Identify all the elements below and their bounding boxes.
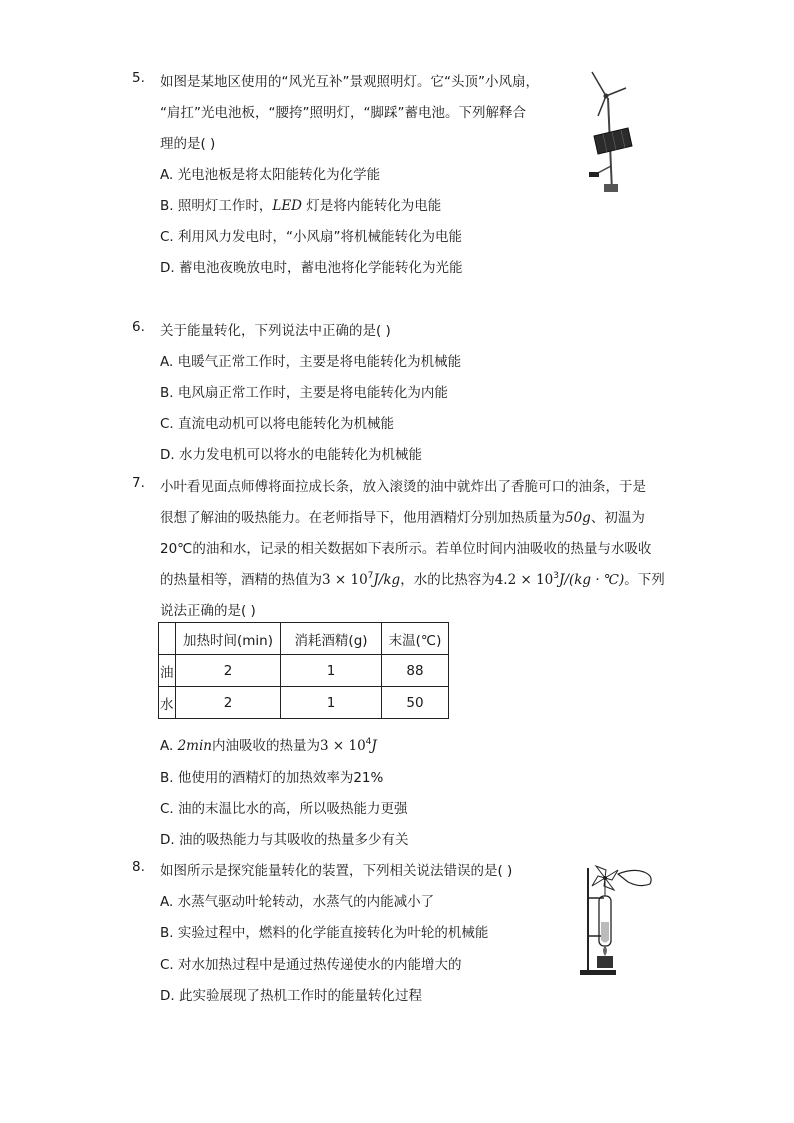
option-a: A. 光电池板是将太阳能转化为化学能: [160, 167, 381, 183]
question-stem-line: 小叶看见面点师傅将面拉成长条，放入滚烫的油中就炸出了香脆可口的油条，于是: [160, 479, 646, 495]
data-table: [158, 622, 449, 719]
table-cell: 88: [382, 655, 449, 687]
question-stem-line: 很想了解油的吸热能力。在老师指导下，他用酒精灯分别加热质量为50g、初温为: [160, 510, 645, 526]
option-a: A. 水蒸气驱动叶轮转动，水蒸气的内能减小了: [160, 894, 435, 910]
option-b: B. 实验过程中，燃料的化学能直接转化为叶轮的机械能: [160, 925, 489, 941]
table-corner-cell: [159, 623, 176, 655]
table-row: [159, 655, 449, 687]
option-c: C. 油的末温比水的高，所以吸热能力更强: [160, 801, 408, 817]
option-d: D. 水力发电机可以将水的电能转化为机械能: [160, 447, 422, 463]
table-header: 消耗酒精(g): [281, 623, 382, 655]
question-stem-line: 理的是( ): [160, 136, 216, 152]
question-number: 6.: [132, 319, 145, 335]
table-row: [159, 687, 449, 719]
question-stem-line: 说法正确的是( ): [160, 603, 256, 619]
option-b: B. 他使用的酒精灯的加热效率为21%: [160, 770, 384, 786]
option-a: A. 电暖气正常工作时，主要是将电能转化为机械能: [160, 354, 462, 370]
question-stem-line: “肩扛”光电池板，“腰挎”照明灯，“脚踩”蓄电池。下列解释合: [160, 105, 526, 121]
option-d: D. 此实验展现了热机工作时的能量转化过程: [160, 988, 422, 1004]
question-number: 5.: [132, 70, 145, 86]
question-number: 7.: [132, 475, 145, 491]
question-number: 8.: [132, 859, 145, 875]
table-cell: 50: [382, 687, 449, 719]
question-stem-line: 20℃的油和水，记录的相关数据如下表所示。若单位时间内油吸收的热量与水吸收: [160, 541, 652, 557]
option-b: B. 照明灯工作时，LED 灯是将内能转化为电能: [160, 198, 442, 214]
option-b: B. 电风扇正常工作时，主要是将电能转化为内能: [160, 385, 448, 401]
wind-solar-lamp-figure: [586, 66, 656, 196]
option-c: C. 直流电动机可以将电能转化为机械能: [160, 416, 395, 432]
option-a: A. 2min内油吸收的热量为$3 \times 10^4J$: [160, 737, 377, 754]
question-stem: 如图所示是探究能量转化的装置，下列相关说法错误的是( ): [160, 863, 513, 879]
question-stem: 关于能量转化，下列说法中正确的是( ): [160, 323, 391, 339]
table-cell: 1: [281, 687, 382, 719]
table-header: 加热时间(min): [176, 623, 281, 655]
option-d: D. 蓄电池夜晚放电时，蓄电池将化学能转化为光能: [160, 260, 463, 276]
table-cell: 2: [176, 655, 281, 687]
option-c: C. 利用风力发电时，“小风扇”将机械能转化为电能: [160, 229, 462, 245]
row-label: 油: [159, 655, 176, 687]
option-c: C. 对水加热过程中是通过热传递使水的内能增大的: [160, 957, 462, 973]
table-cell: 1: [281, 655, 382, 687]
table-cell: 2: [176, 687, 281, 719]
table-header: 末温(℃): [382, 623, 449, 655]
question-stem-line: 如图是某地区使用的“风光互补”景观照明灯。它“头顶”小风扇，: [160, 74, 539, 90]
table-header-row: [159, 623, 449, 655]
steam-turbine-apparatus-figure: [578, 860, 660, 978]
option-d: D. 油的吸热能力与其吸收的热量多少有关: [160, 832, 409, 848]
question-stem-line: 的热量相等，酒精的热值为$3 \times 10^7J/kg$，水的比热容为$4.2 \times 10^3J/(kg$ · ℃)。下列: [160, 571, 665, 588]
row-label: 水: [159, 687, 176, 719]
